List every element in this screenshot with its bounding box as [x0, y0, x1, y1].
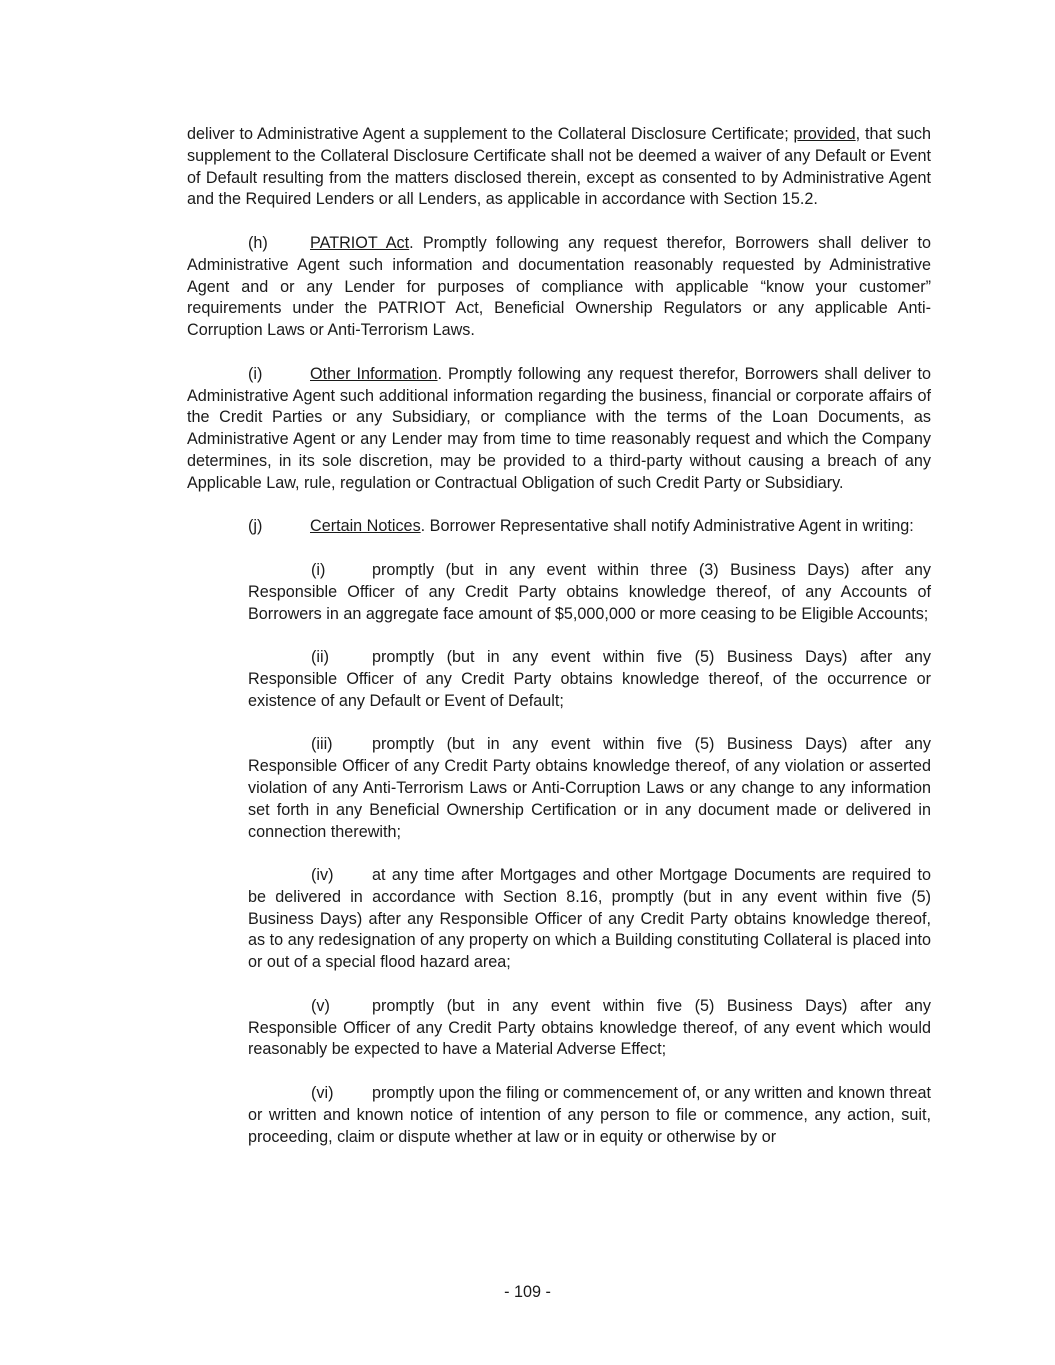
- subclause-i: [248, 560, 931, 625]
- continuation-paragraph: [187, 124, 931, 211]
- clause-body: . Promptly following any request therefor, Borrowers shall deliver to Administrative Agent such additional information regarding the business, financial or corporate affairs of the Credit Parties or any Subsidiary, or compliance with the terms of the Loan Documents, as Administrative Agent or any Lender may from time to time reasonably request and which the Company determines, in its sole discretion, may be provided to a third-party without causing a breach of any Applicable Law, rule, regulation or Contractual Obligation of such Credit Party or Subsidiary.: [187, 364, 931, 492]
- subclause-text: promptly (but in any event within five (5) Business Days) after any Responsible Officer of any Credit Party obtains knowledge thereof, of any event which would reasonably be expected to have a Material Adverse Effect;: [248, 996, 931, 1059]
- clause-h: [187, 233, 931, 342]
- subclause-iii: [248, 734, 931, 843]
- subclause-text: promptly (but in any event within five (5) Business Days) after any Responsible Officer of any Credit Party obtains knowledge thereof, of any violation or asserted violation of any Anti-Terrorism Laws or Anti-Corruption Laws or any change to any information set forth in any Beneficial Ownership Certification or in any document made or delivered in connection therewith;: [248, 735, 931, 841]
- subclause-marker: (ii): [311, 648, 329, 667]
- subclause-marker: (i): [311, 560, 326, 579]
- clause-marker: (h): [248, 233, 268, 252]
- continuation-text-before: deliver to Administrative Agent a supplement to the Collateral Disclosure Certificate;: [187, 125, 794, 143]
- subclause-marker: (vi): [311, 1084, 334, 1103]
- page-number: - 109 -: [504, 1283, 551, 1301]
- subclause-text: promptly (but in any event within five (5) Business Days) after any Responsible Officer of any Credit Party obtains knowledge thereof, of the occurrence or existence of any Default or Event of Default;: [248, 648, 931, 710]
- provided-term: provided: [793, 125, 856, 143]
- subclause-text: promptly (but in any event within three (3) Business Days) after any Responsible Officer of any Credit Party obtains knowledge thereof, of any Accounts of Borrowers in an aggregate face amount of $5,000,000 or more ceasing to be Eligible Accounts;: [248, 560, 931, 623]
- clause-marker: (j): [248, 517, 263, 536]
- subclause-v: [248, 996, 931, 1061]
- subclause-text: at any time after Mortgages and other Mortgage Documents are required to be delivered in accordance with Section 8.16, promptly (but in any event within five (5) Business Days) after any Responsible Officer of any Credit Party obtains knowledge thereof, as to any redesignation of any property on which a Building constituting Collateral is placed into or out of a special flood hazard area;: [248, 866, 931, 972]
- clause-marker: (i): [248, 364, 263, 383]
- subclause-marker: (v): [311, 996, 330, 1015]
- clause-heading: Other Information: [310, 364, 438, 383]
- subclause-marker: (iv): [311, 866, 334, 885]
- clause-heading: PATRIOT Act: [310, 233, 410, 252]
- clause-body: . Promptly following any request therefor, Borrowers shall deliver to Administrative Agent such information and documentation reasonably requested by Administrative Agent and or any Lender for purposes of compliance with applicable “know your customer” requirements under the PATRIOT Act, Beneficial Ownership Regulators or any applicable Anti-Corruption Laws or Anti-Terrorism Laws.: [187, 233, 932, 340]
- subclause-marker: (iii): [311, 735, 333, 754]
- subclause-vi: [248, 1083, 931, 1148]
- clause-body: . Borrower Representative shall notify Administrative Agent in writing:: [420, 517, 914, 536]
- continuation-text-after: , that such supplement to the Collateral Disclosure Certificate shall not be deemed a waiver of any Default or Event of Default resulting from the matters disclosed therein, except as consented to by Administrative Agent and the Required Lenders or all Lenders, as applicable in accordance with Section 15.2.: [187, 125, 931, 209]
- clause-j: [187, 516, 931, 538]
- subclause-iv: [248, 865, 931, 974]
- document-body: [187, 124, 931, 1170]
- subclause-ii: [248, 647, 931, 712]
- subclause-text: promptly upon the filing or commencement of, or any written and known threat or written and known notice of intention of any person to file or commence, any action, suit, proceeding, claim or dispute whether at law or in equity or otherwise by or: [248, 1084, 931, 1146]
- clause-i: [187, 364, 931, 495]
- clause-heading: Certain Notices: [310, 517, 421, 536]
